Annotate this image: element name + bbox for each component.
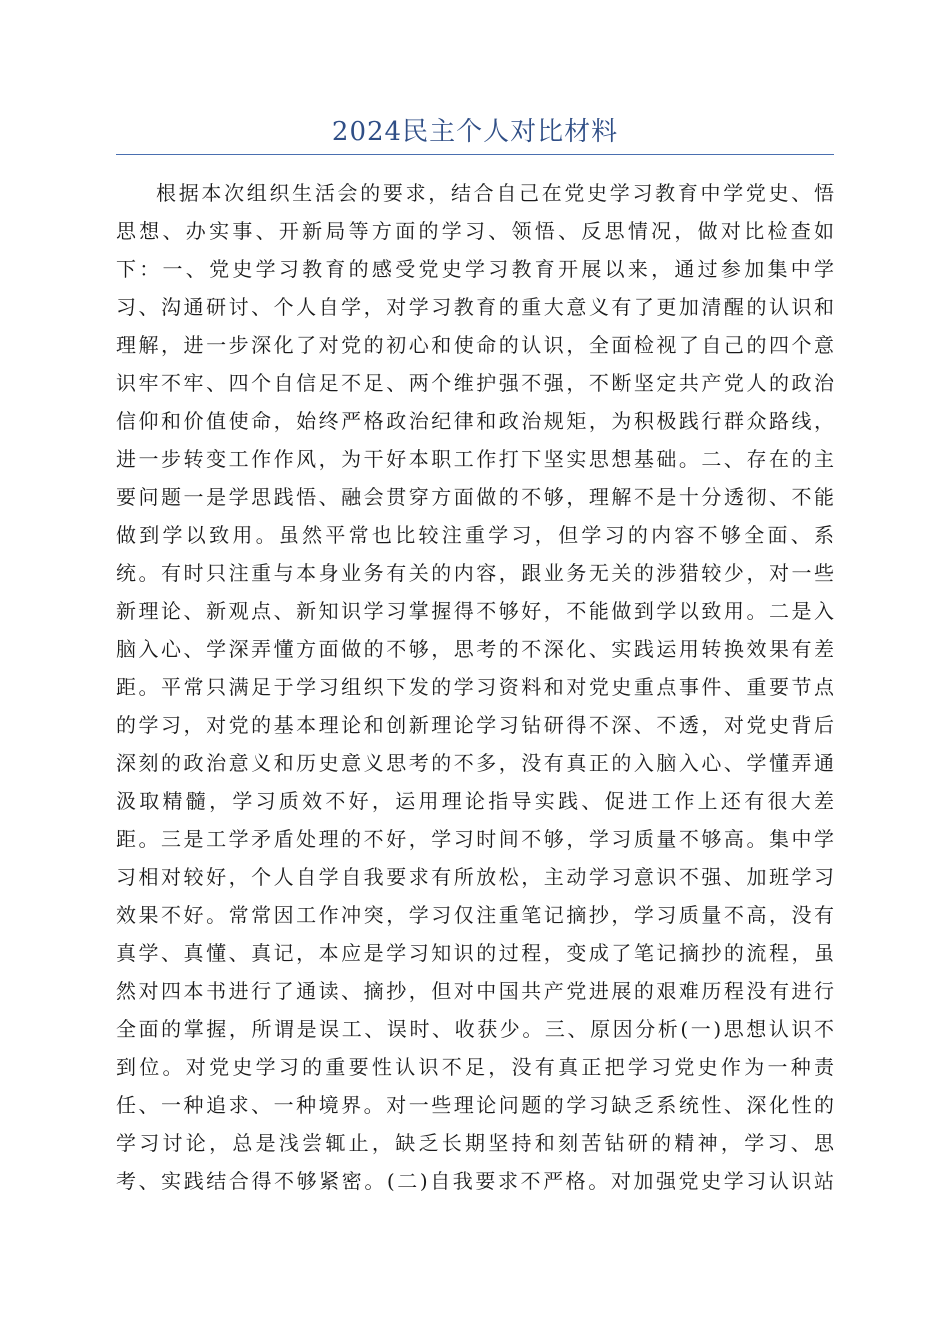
body-line: 考、实践结合得不够紧密。(二)自我要求不严格。对加强党史学习认识站 <box>116 1169 834 1193</box>
body-line: 学习讨论，总是浅尝辄止，缺乏长期坚持和刻苦钻研的精神，学习、思 <box>116 1131 834 1155</box>
body-line: 效果不好。常常因工作冲突，学习仅注重笔记摘抄，学习质量不高，没有 <box>116 903 834 927</box>
document-body <box>116 174 834 1200</box>
body-line: 然对四本书进行了通读、摘抄，但对中国共产党进展的艰难历程没有进行 <box>116 979 834 1003</box>
body-line: 进一步转变工作作风，为干好本职工作打下坚实思想基础。二、存在的主 <box>116 447 834 471</box>
body-line: 习、沟通研讨、个人自学，对学习教育的重大意义有了更加清醒的认识和 <box>116 295 834 319</box>
body-line: 识牢不牢、四个自信足不足、两个维护强不强，不断坚定共产党人的政治 <box>116 371 834 395</box>
body-line: 汲取精髓，学习质效不好，运用理论指导实践、促进工作上还有很大差 <box>116 789 834 813</box>
body-line: 距。三是工学矛盾处理的不好，学习时间不够，学习质量不够高。集中学 <box>116 827 834 851</box>
body-line: 习相对较好，个人自学自我要求有所放松，主动学习意识不强、加班学习 <box>116 865 834 889</box>
body-line: 到位。对党史学习的重要性认识不足，没有真正把学习党史作为一种责 <box>116 1055 834 1079</box>
body-line: 根据本次组织生活会的要求，结合自己在党史学习教育中学党史、悟 <box>156 181 834 205</box>
body-line: 脑入心、学深弄懂方面做的不够，思考的不深化、实践运用转换效果有差 <box>116 637 834 661</box>
body-line: 要问题一是学思践悟、融会贯穿方面做的不够，理解不是十分透彻、不能 <box>116 485 834 509</box>
body-line: 下：一、党史学习教育的感受党史学习教育开展以来，通过参加集中学 <box>116 257 834 281</box>
body-line: 统。有时只注重与本身业务有关的内容，跟业务无关的涉猎较少，对一些 <box>116 561 834 585</box>
body-line: 理解，进一步深化了对党的初心和使命的认识，全面检视了自己的四个意 <box>116 333 834 357</box>
body-line: 深刻的政治意义和历史意义思考的不多，没有真正的入脑入心、学懂弄通 <box>116 751 834 775</box>
body-line: 任、一种追求、一种境界。对一些理论问题的学习缺乏系统性、深化性的 <box>116 1093 834 1117</box>
body-line: 做到学以致用。虽然平常也比较注重学习，但学习的内容不够全面、系 <box>116 523 834 547</box>
body-line: 信仰和价值使命，始终严格政治纪律和政治规矩，为积极践行群众路线， <box>116 409 834 433</box>
title-underline-divider <box>116 154 834 155</box>
body-line: 思想、办实事、开新局等方面的学习、领悟、反思情况，做对比检查如 <box>116 219 834 243</box>
body-line: 距。平常只满足于学习组织下发的学习资料和对党史重点事件、重要节点 <box>116 675 834 699</box>
body-line: 全面的掌握，所谓是误工、误时、收获少。三、原因分析(一)思想认识不 <box>116 1017 834 1041</box>
body-line: 真学、真懂、真记，本应是学习知识的过程，变成了笔记摘抄的流程，虽 <box>116 941 834 965</box>
document-title: 2024民主个人对比材料 <box>331 117 619 147</box>
body-line: 新理论、新观点、新知识学习掌握得不够好，不能做到学以致用。二是入 <box>116 599 834 623</box>
body-line: 的学习，对党的基本理论和创新理论学习钻研得不深、不透，对党史背后 <box>116 713 834 737</box>
